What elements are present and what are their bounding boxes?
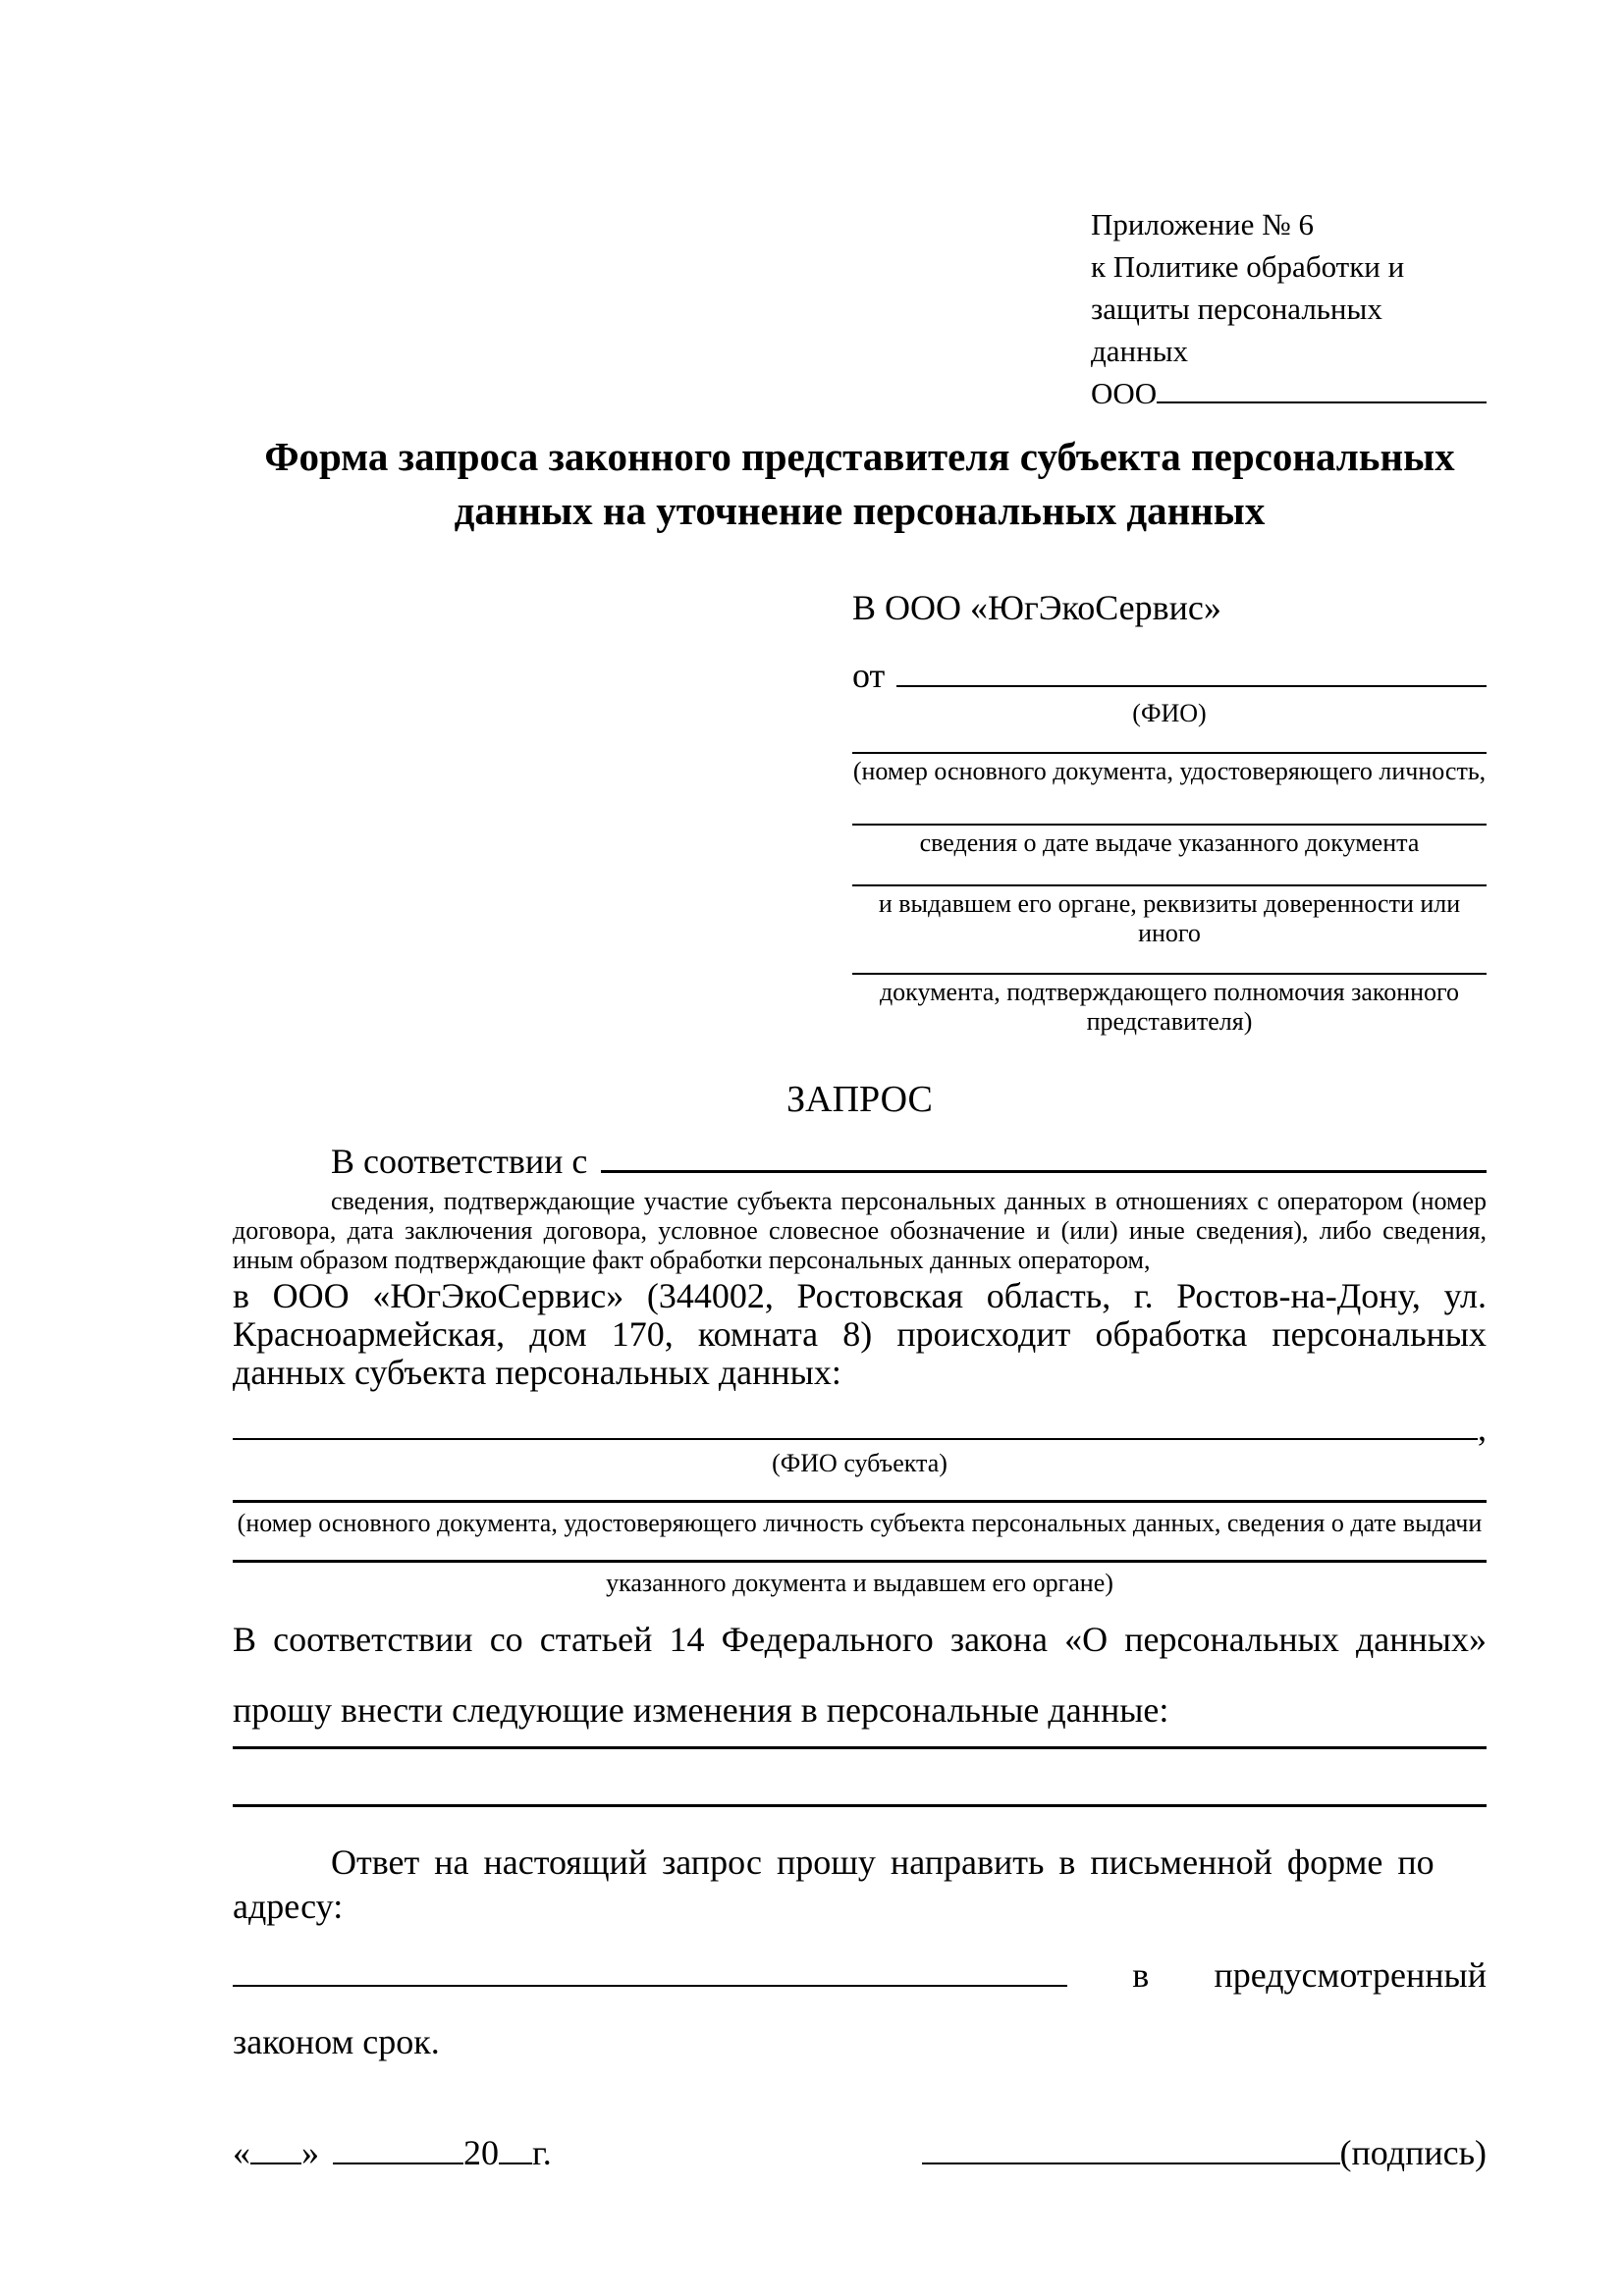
subject-comma: , (1478, 1409, 1487, 1448)
company-row (1091, 372, 1487, 414)
company-blank-line (1157, 401, 1487, 403)
appendix-line-1: Приложение № 6 (1091, 207, 1314, 241)
field-blank-line-4 (852, 973, 1487, 975)
field-blank-line-3 (852, 884, 1487, 886)
doc-field-group-1 (852, 752, 1487, 786)
from-row (852, 655, 1487, 696)
changes-blank-line-1 (233, 1746, 1487, 1749)
from-label: от (852, 656, 886, 695)
signature-caption: (подпись) (1339, 2133, 1487, 2173)
field-caption-1: (номер основного документа, удостоверяющего личность, (852, 757, 1487, 785)
form-title (233, 430, 1487, 538)
signature-blank-line (922, 2131, 1340, 2164)
form-title-line-2: данных на уточнение персональных данных (454, 488, 1266, 533)
appendix-line-2: к Политике обработки и (1091, 249, 1405, 284)
subject-blank-line (233, 1438, 1478, 1440)
intro-blank-line (601, 1170, 1487, 1173)
reply-word-2: предусмотренный (1214, 1955, 1487, 1995)
reply-word-1: в (1132, 1955, 1150, 1995)
fio-caption: (ФИО) (1132, 699, 1207, 727)
subject-fio-caption: (ФИО субъекта) (772, 1449, 947, 1477)
intro-label: В соответствии с (331, 1142, 588, 1181)
law-paragraph: В соответствии со статьей 14 Федерального закона «О персональных данных» прошу внести следующие изменения в персональные данные: (233, 1620, 1487, 1730)
date-field (233, 2131, 552, 2173)
subject-fio-row (233, 1408, 1487, 1449)
appendix-line-3: защиты персональных данных (1091, 292, 1382, 368)
operator-paragraph: в ООО «ЮгЭкоСервис» (344002, Ростовская область, г. Ростов-на-Дону, ул. Красноармейская, дом 170, комната 8) происходит обработка персональных данных субъекта персональных данных: (233, 1276, 1487, 1392)
date-year-suffix: г. (532, 2133, 552, 2173)
intro-caption: сведения, подтверждающие участие субъекта персональных данных в отношениях с оператором (номер договора, дата заключения договора, условное словесное обозначение и (или) иные сведения), либо сведения, иным образом подтверждающие факт обработки персональных данных оператором, (233, 1187, 1487, 1274)
subject-doc-caption-2: указанного документа и выдавшем его органе) (606, 1569, 1113, 1597)
date-quote-open: « (233, 2133, 250, 2173)
form-title-line-1: Форма запроса законного представителя субъекта персональных (264, 434, 1455, 479)
field-blank-line-1 (852, 752, 1487, 754)
date-year-prefix: 20 (463, 2133, 499, 2173)
addressee-to: В ООО «ЮгЭкоСервис» (852, 588, 1221, 627)
doc-field-group-2 (852, 824, 1487, 858)
intro-row (233, 1141, 1487, 1182)
date-signature-row (233, 2131, 1487, 2173)
doc-field-group-3 (852, 884, 1487, 948)
field-caption-3: и выдавшем его органе, реквизиты доверенности или иного (878, 889, 1461, 947)
date-quote-close: » (301, 2133, 319, 2173)
changes-blank-line-2 (233, 1804, 1487, 1807)
field-blank-line-2 (852, 824, 1487, 826)
date-day-blank (250, 2131, 301, 2164)
reply-closing: законом срок. (233, 2022, 440, 2061)
subject-doc-group-2 (233, 1560, 1487, 1598)
request-heading: ЗАПРОС (786, 1079, 933, 1120)
addressee-block (852, 587, 1487, 1037)
subject-doc-group-1 (233, 1500, 1487, 1538)
subject-doc-blank-line-1 (233, 1500, 1487, 1503)
company-prefix: ООО (1091, 376, 1158, 410)
doc-field-group-4 (852, 973, 1487, 1037)
subject-doc-blank-line-2 (233, 1560, 1487, 1563)
signature-field (922, 2131, 1487, 2173)
date-year-blank (499, 2131, 532, 2164)
reply-paragraph: Ответ на настоящий запрос прошу направить в письменной форме по адресу: (233, 1842, 1435, 1926)
reply-address-row (233, 1954, 1487, 1996)
reply-address-blank-line (233, 1985, 1067, 1987)
field-caption-2: сведения о дате выдаче указанного документа (919, 828, 1420, 857)
appendix-header (1091, 203, 1487, 414)
from-blank-line (896, 685, 1487, 687)
field-caption-4: документа, подтверждающего полномочия законного представителя) (879, 978, 1460, 1036)
subject-doc-caption-1: (номер основного документа, удостоверяющего личность субъекта персональных данных, сведения о дате выдачи (237, 1509, 1483, 1537)
date-month-blank (333, 2131, 463, 2164)
